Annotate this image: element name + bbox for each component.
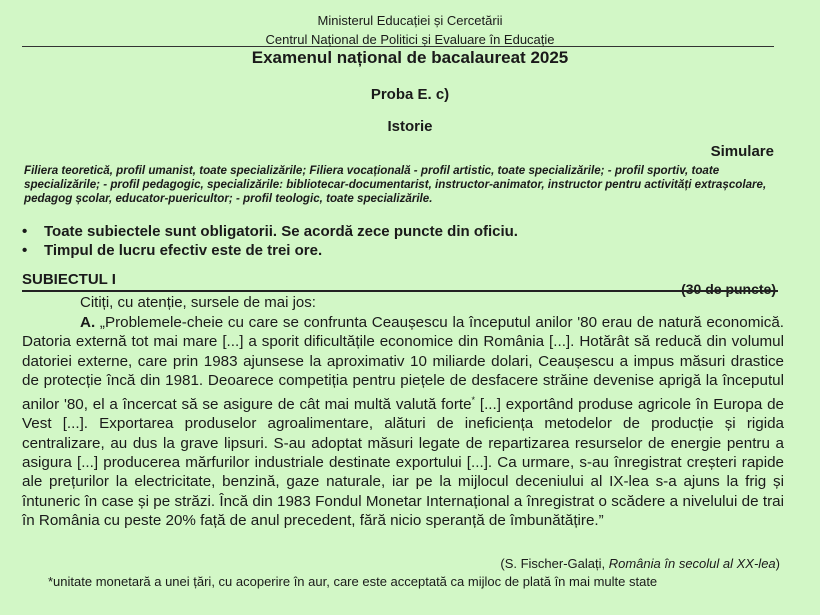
source-citation: (S. Fischer-Galați, România în secolul al XX-lea) — [500, 556, 780, 571]
source-letter: A. — [80, 314, 96, 331]
source-text-part1: „Problemele-cheie cu care se confrunta Ceaușescu la începutul anilor '80 erau de natură economică. Datoria externă tot mai mare [...] a sporit dificultățile economice din România [...]. Hotărât să reducă din volumul datoriei externe, care prin 1983 ajunsese la aproximativ 10 miliarde dolari, Ceaușescu a impus măsuri drastice de protecție încă din 1981. Deoarece competiția pentru piețele de desfacere străine devenise aprigă la începutul anilor '80, el a încercat să se asigure de cât mai multă valută forte — [22, 314, 784, 413]
subject-divider — [22, 290, 778, 292]
subject-intro: Citiți, cu atenție, sursele de mai jos: — [80, 294, 316, 311]
center-header: Centrul Național de Politici și Evaluare în Educație — [265, 32, 555, 47]
footnote-mark: * — [471, 394, 476, 405]
instructions-list — [22, 222, 792, 260]
bullet-icon: • — [22, 242, 28, 259]
subject-label: SUBIECTUL I — [22, 271, 116, 288]
bullet-icon: • — [22, 223, 28, 240]
filiera-text: Filiera teoretică, profil umanist, toate specializările; Filiera vocațională - profil artistic, toate specializările; - profil sportiv, toate specializările; - profil pedagogic, specializările: bibliotecar-documentarist, instructor-animator, instructor pentru activități extrașcolare, pedagog școlar, educator-puericultor; - profil teologic, toate specializările. — [24, 164, 767, 205]
source-a-text — [22, 313, 784, 531]
instruction-item: • Toate subiectele sunt obligatorii. Se acordă zece puncte din oficiu. — [22, 223, 518, 240]
subject-points: (30 de puncte) — [681, 281, 776, 297]
instruction-item: • Timpul de lucru efectiv este de trei ore. — [22, 242, 323, 259]
ministry-header: Ministerul Educației și Cercetării — [317, 13, 503, 28]
source-text-part2: [...] exportând produse agricole în Europa de Vest [...]. Exportarea produselor agroalimentare, alături de ineficiența metodelor de producție și rigida centralizare, au dus la grave lipsuri. S-au adoptat măsuri legate de repartizarea resurselor de energie pentru a asigura [...] producerea mărfurilor industriale destinate exportului [...]. Ca urmare, s-au înregistrat creșteri rapide ale prețurilor la electricitate, benzină, gaze naturale, iar pe la mijlocul deceniului al IX-lea s-a ajuns la frig și întuneric în case și pe străzi. Încă din 1983 Fondul Monetar Internațional a înregistrat o scădere a nivelului de trai în România cu peste 20% față de anul precedent, fără nicio speranță de îmbunătățire.” — [22, 395, 784, 530]
exam-type: Simulare — [710, 143, 774, 160]
header-divider — [22, 46, 774, 47]
exam-discipline: Istorie — [387, 118, 433, 135]
exam-proba: Proba E. c) — [370, 86, 450, 103]
footnote: *unitate monetară a unei țări, cu acoperire în aur, care este acceptată ca mijloc de plată în mai multe state — [48, 574, 658, 589]
exam-title: Examenul național de bacalaureat 2025 — [251, 48, 569, 67]
